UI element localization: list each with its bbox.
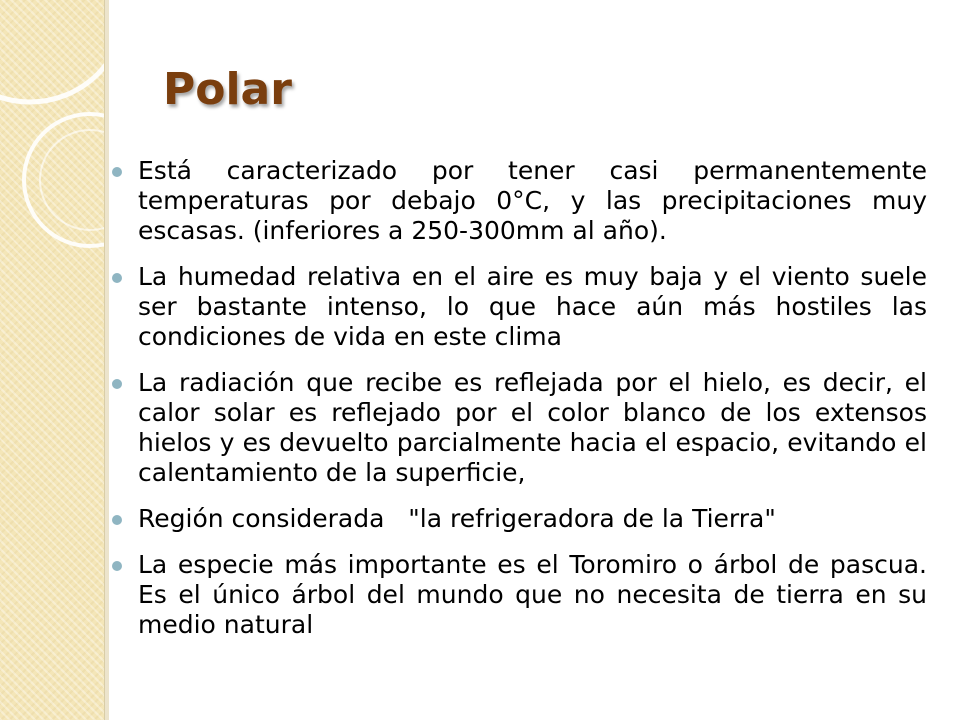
- bullet-icon: [112, 561, 122, 571]
- bullet-icon: [112, 515, 122, 525]
- bullet-text: La radiación que recibe es reflejada por el hielo, es decir, el calor solar es reflejado por el color blanco de los extensos hielos y es devuelto parcialmente hacia el espacio, evitando el calentamiento de la superficie,: [138, 368, 927, 487]
- slide-title: Polar: [163, 64, 292, 115]
- bullet-icon: [112, 273, 122, 283]
- bullet-text: La humedad relativa en el aire es muy baja y el viento suele ser bastante intenso, lo que hace aún más hostiles las condiciones de vida en este clima: [138, 262, 927, 351]
- bullet-list: [112, 156, 927, 640]
- bullet-icon: [112, 167, 122, 177]
- sidebar-edge: [104, 0, 109, 720]
- bullet-text: Está caracterizado por tener casi permanentemente temperaturas por debajo 0°C, y las precipitaciones muy escasas. (inferiores a 250-300mm al año).: [138, 156, 927, 245]
- bullet-item: [112, 550, 927, 640]
- bullet-item: [112, 156, 927, 246]
- bullet-icon: [112, 379, 122, 389]
- bullet-item: [112, 368, 927, 488]
- slide-content: [112, 156, 927, 656]
- bullet-text: La especie más importante es el Toromiro o árbol de pascua. Es el único árbol del mundo que no necesita de tierra en su medio natural: [138, 550, 927, 639]
- decorative-circles: [0, 0, 104, 720]
- bullet-item: [112, 504, 927, 534]
- bullet-text: Región considerada "la refrigeradora de la Tierra": [138, 504, 776, 533]
- decorative-sidebar: [0, 0, 104, 720]
- bullet-item: [112, 262, 927, 352]
